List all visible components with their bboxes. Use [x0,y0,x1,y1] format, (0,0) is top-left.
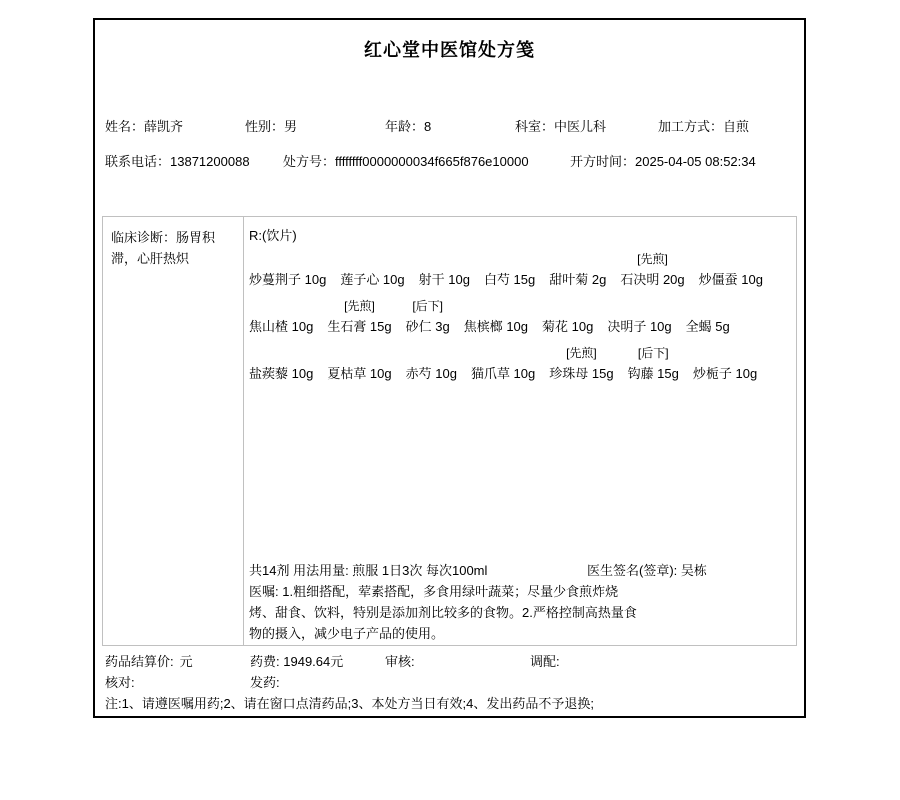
rx-item [607,297,671,337]
rx-prep-tag [249,250,326,269]
rx-rows [249,250,790,384]
rx-row [249,297,790,337]
rx-prep-tag [686,297,730,316]
diagnosis-text: 肠胃积滞，心肝热炽 [111,230,216,266]
process-method-label: 加工方式： [658,119,724,134]
age-field [385,116,431,135]
audit-field: 审核: [385,654,415,669]
rx-herb-name-dose: 焦山楂 10g [249,319,314,334]
rx-herb-name-dose: 盐蒺藜 10g [249,366,314,381]
rx-prep-tag [484,250,535,269]
rx-herb-name-dose: 甜叶菊 2g [549,272,607,287]
rx-item [249,250,326,290]
doctor-signature-field [587,561,707,581]
rx-prep-tag: [先煎] [566,346,597,360]
phone-label: 联系电话： [105,154,171,169]
rx-item [693,344,757,384]
rx-prep-tag [419,250,470,269]
rx-herb-name-dose: 白芍 15g [483,272,536,287]
rx-item [484,250,535,290]
rx-item [249,297,313,337]
footer-row-fee [95,651,804,669]
settle-price-unit: 元 [179,654,193,669]
department-field [515,116,606,135]
issue-field: 发药: [250,675,280,690]
prescription-sheet [93,18,806,718]
usage-block [249,561,790,644]
rx-item [327,344,391,384]
process-method-field [658,116,749,135]
diagnosis-label: 临床诊断： [111,230,177,245]
rx-prep-tag [471,344,535,363]
rx-item [549,250,606,290]
gender-value: 男 [284,119,298,134]
patient-info-row-2 [95,151,804,169]
settle-price-field [105,651,193,670]
prescription-no-value: ffffffff0000000034f665f876e10000 [335,154,529,169]
rx-prep-tag [406,344,457,363]
department-label: 科室： [515,119,555,134]
patient-name-value: 薛凯齐 [144,119,184,134]
rx-prep-tag: [先煎] [637,252,668,266]
clinic-title: 红心堂中医馆处方笺 [364,40,535,60]
medicine-fee-field [250,651,343,670]
rx-prep-tag [542,297,593,316]
issue-time-value: 2025-04-05 08:52:34 [635,154,756,169]
usage-summary-line [249,561,790,581]
rx-item [464,297,528,337]
doctor-signature-value: 吴栋 [680,563,707,578]
rx-herb-name-dose: 炒蔓荆子 10g [249,272,327,287]
rx-herb-name-dose: 赤芍 10g [405,366,457,381]
rx-herb-name-dose: 菊花 10g [542,319,594,334]
rx-item [542,297,593,337]
rx-item [699,250,763,290]
footer-row-notes [95,693,804,711]
rx-herb-name-dose: 炒僵蚕 10g [698,272,763,287]
rx-prep-tag [549,250,606,269]
rx-herb-name-dose: 生石膏 15g [327,319,392,334]
rx-item [471,344,535,384]
rx-herb-name-dose: 莲子心 10g [340,272,405,287]
department-value: 中医儿科 [554,119,607,134]
phone-field [105,151,250,170]
rx-herb-name-dose: 全蝎 5g [685,319,730,334]
rx-prep-tag: [后下] [412,299,443,313]
gender-label: 性别： [245,119,285,134]
rx-item [406,297,450,337]
doctor-signature-label: 医生签名(签章): [587,563,681,578]
rx-row [249,344,790,384]
patient-name-label: 姓名： [105,119,145,134]
prescription-no-label: 处方号： [283,154,336,169]
rx-item [340,250,404,290]
usage-summary: 共14剂 用法用量: 煎服 1日3次 每次100ml [249,563,488,578]
rx-prep-tag [607,297,671,316]
rx-herb-name-dose: 猫爪草 10g [470,366,536,381]
rx-herb-name-dose: 射干 10g [418,272,470,287]
diagnosis-cell [103,217,244,645]
rx-herb-name-dose: 砂仁 3g [405,319,450,334]
rx-prep-tag: [后下] [637,346,669,360]
rx-herb-name-dose: 炒栀子 10g [692,366,758,381]
rx-header: R:(饮片) [249,228,297,243]
age-value: 8 [424,119,432,134]
issue-time-label: 开方时间： [570,154,636,169]
dispense-field: 调配: [530,654,560,669]
prescription-table [102,216,797,646]
rx-prep-tag [693,344,757,363]
medicine-fee-value: 1949.64元 [283,654,344,669]
rx-prep-tag [340,250,404,269]
patient-name-field [105,116,183,135]
footer-notes: 注:1、请遵医嘱用药;2、请在窗口点清药品;3、本处方当日有效;4、发出药品不予退换; [105,696,594,711]
rx-item [327,297,391,337]
rx-item [419,250,470,290]
rx-prep-tag [249,344,313,363]
rx-item [249,344,313,384]
rx-item [620,250,684,290]
settle-price-label: 药品结算价: [105,654,174,669]
age-label: 年龄： [385,119,425,134]
phone-value: 13871200088 [170,154,250,169]
issue-time-field [570,151,756,170]
footer-row-check [95,672,804,690]
rx-row [249,250,790,290]
gender-field [245,116,297,135]
rx-prep-tag [699,250,763,269]
process-method-value: 自煎 [723,119,750,134]
rx-item [628,344,679,384]
rx-item [549,344,613,384]
check-field: 核对: [105,675,135,690]
rx-herb-name-dose: 石决明 20g [620,272,685,287]
rx-herb-name-dose: 焦槟榔 10g [463,319,529,334]
rx-prep-tag [464,297,528,316]
prescription-no-field [283,151,529,170]
patient-info-row-1 [95,116,804,134]
rx-item [406,344,457,384]
rx-herb-name-dose: 珍珠母 15g [549,366,614,381]
medicine-fee-label: 药费: [250,654,280,669]
rx-item [686,297,730,337]
rx-prep-tag [327,344,391,363]
rx-cell [244,217,796,645]
rx-prep-tag: [先煎] [344,299,375,313]
medical-advice: 医嘱: 1.粗细搭配，荤素搭配，多食用绿叶蔬菜；尽量少食煎炸烧烤、甜食、饮料，特别是添加剂比较多的食物。2.严格控制高热量食物的摄入，减少电子产品的使用。 [249,584,637,641]
rx-herb-name-dose: 钩藤 15g [627,366,679,381]
rx-prep-tag [249,297,313,316]
rx-herb-name-dose: 决明子 10g [607,319,672,334]
rx-herb-name-dose: 夏枯草 10g [327,366,392,381]
